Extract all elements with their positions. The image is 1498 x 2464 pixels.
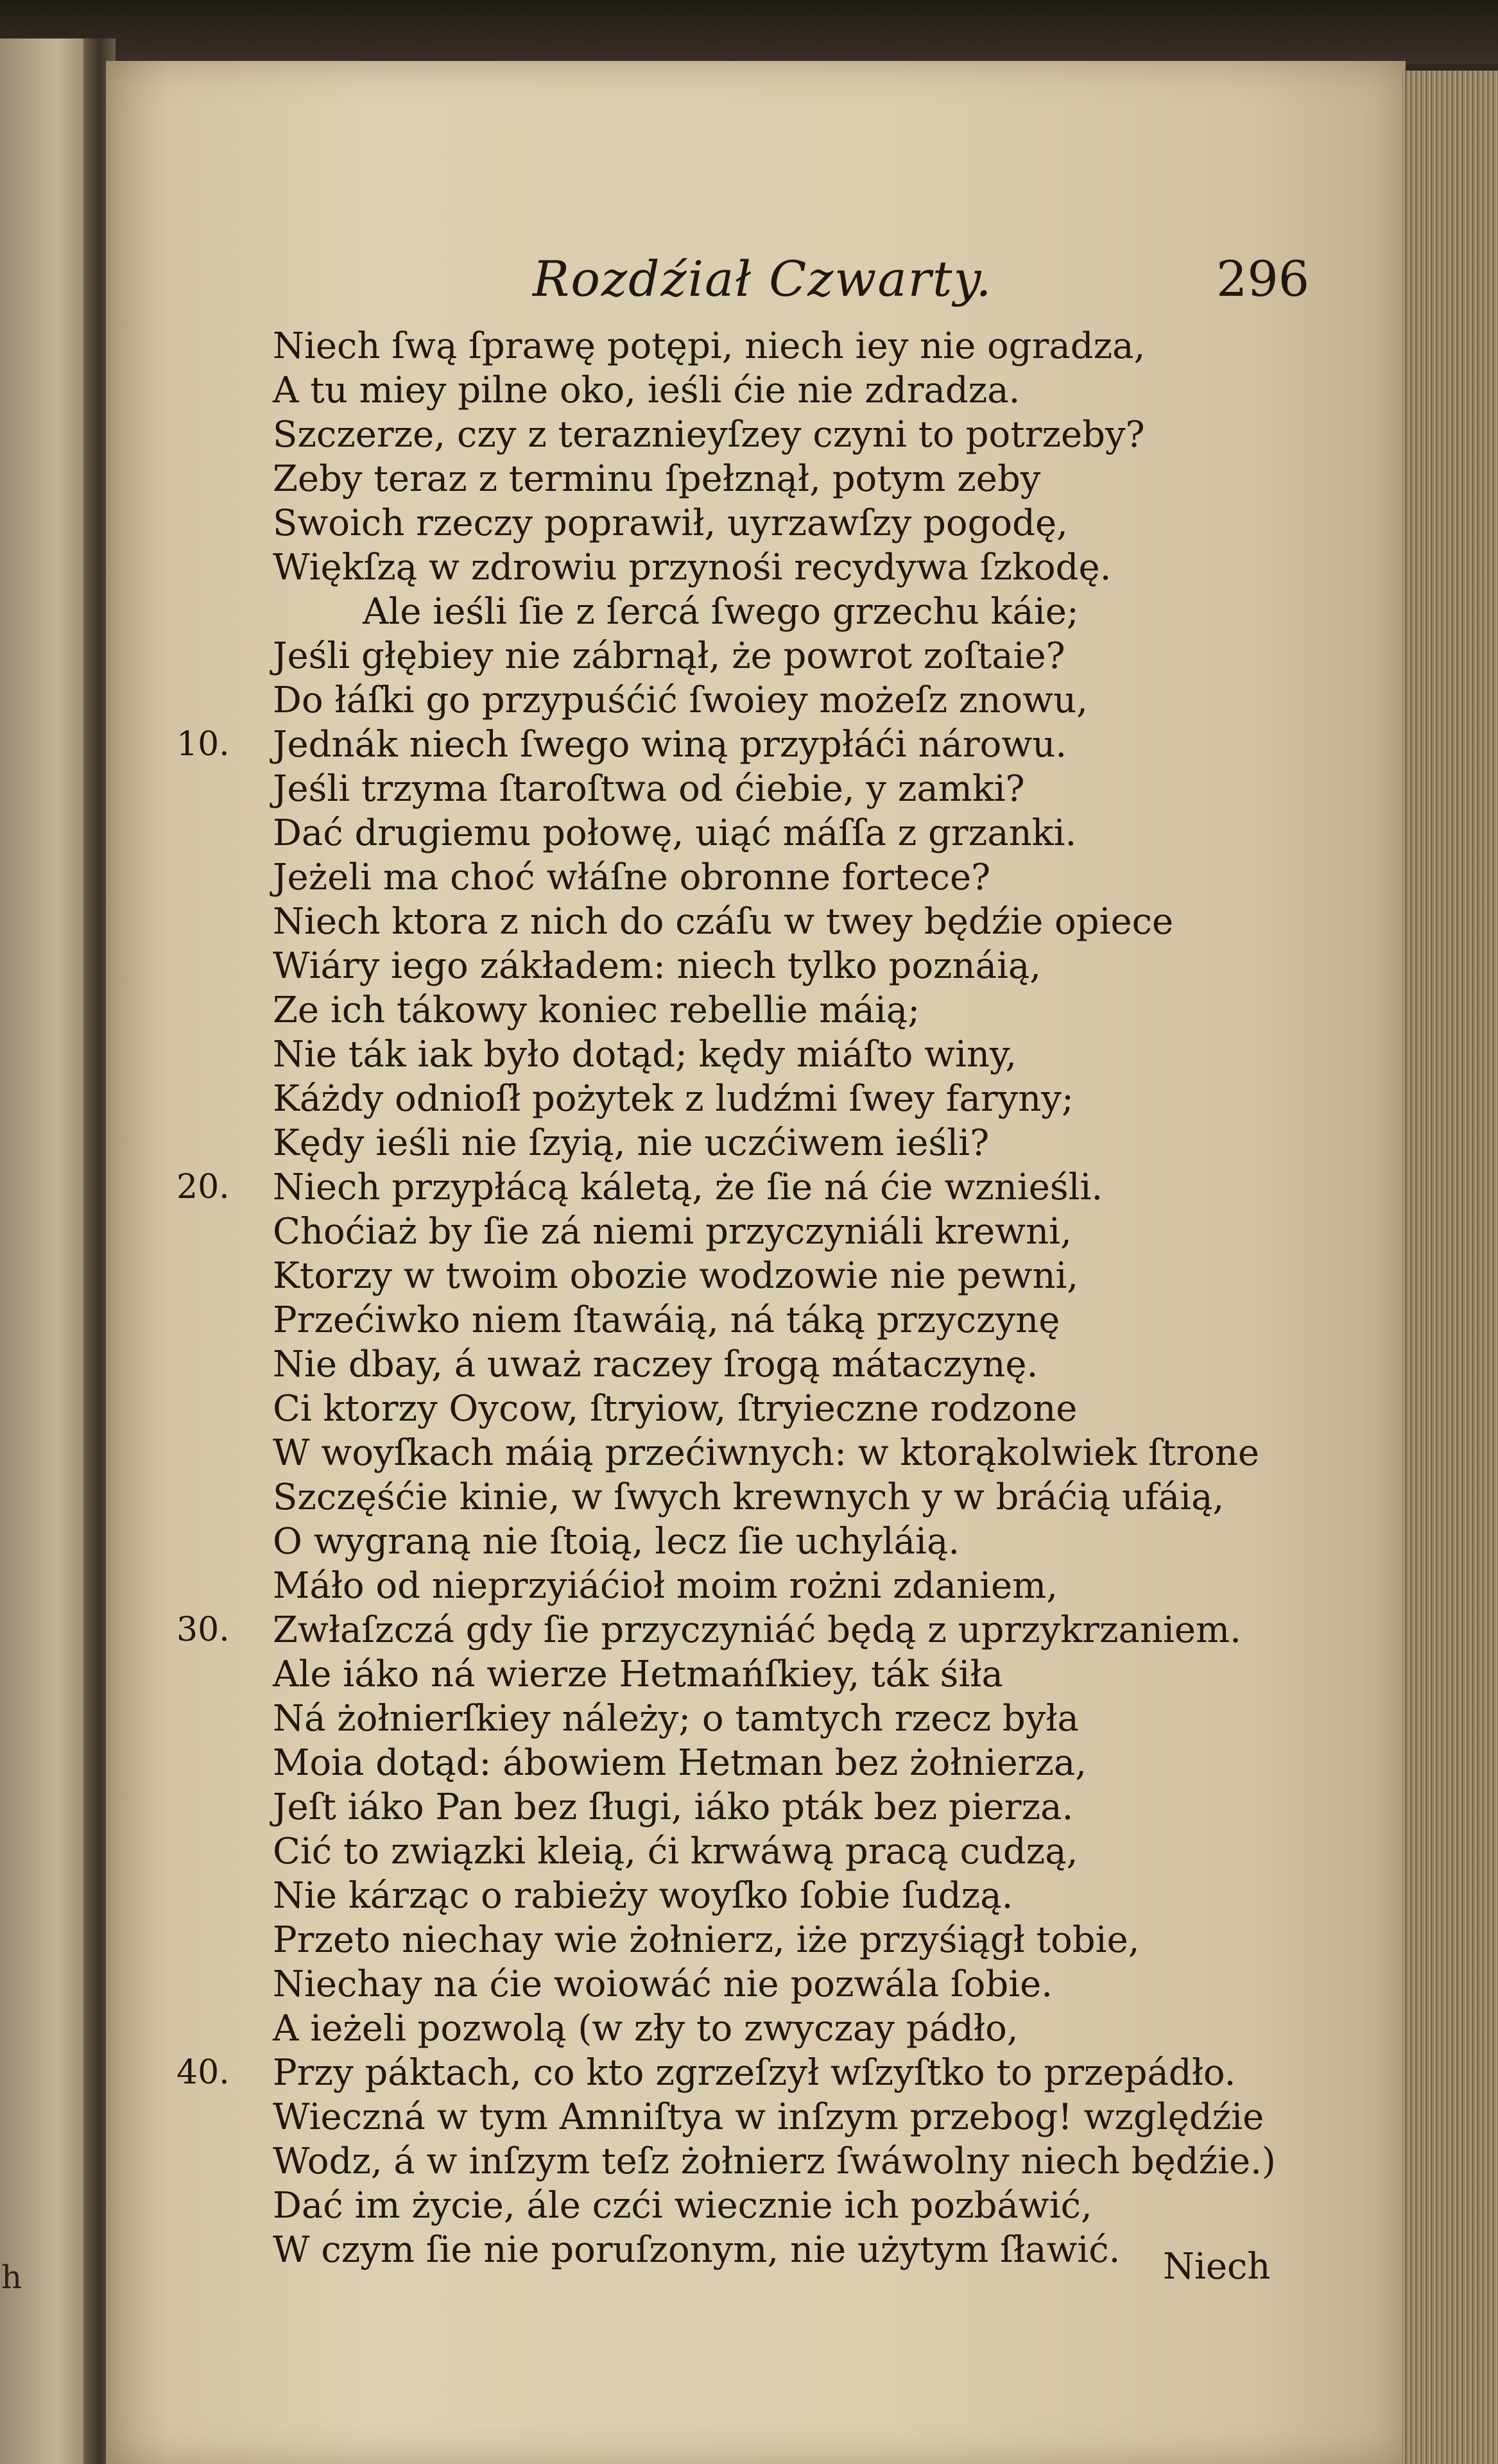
- verse-text: Swoich rzeczy poprawił, uyrzawſzy pogodę,: [273, 502, 1068, 544]
- verse-text: Jeſt iáko Pan bez ſługi, iáko pták bez pierza.: [273, 1786, 1074, 1828]
- verse-line: [273, 368, 1300, 413]
- verse-text: Jeżeli ma choć włáſne obronne fortece?: [273, 857, 991, 898]
- verse-text: Káżdy odnioſł pożytek z ludźmi ſwey faryny;: [273, 1078, 1074, 1120]
- verse-line: [273, 767, 1300, 811]
- verse-line: [273, 2228, 1300, 2272]
- verse-line: [273, 457, 1300, 501]
- verse-text: Jednák niech ſwego winą przypłáći nárowu.: [273, 724, 1067, 766]
- line-number: 10.: [176, 725, 230, 764]
- verse-line: [273, 1652, 1300, 1697]
- verse-text: Wodz, á w inſzym teſz żołnierz ſwáwolny niech będźie.): [273, 2141, 1276, 2182]
- verse-line: [273, 2095, 1300, 2139]
- line-number: 40.: [176, 2053, 230, 2092]
- verse-line: [273, 413, 1300, 457]
- verse-line: [273, 1829, 1300, 1874]
- line-number: 30.: [176, 1611, 230, 1649]
- verse-line: [273, 634, 1300, 678]
- verse-text: Moia dotąd: ábowiem Hetman bez żołnierza,: [273, 1742, 1087, 1784]
- verse-text: Szczerze, czy z teraznieyſzey czyni to potrzeby?: [273, 414, 1145, 456]
- poem-text: [176, 324, 1300, 2272]
- verse-text: Jeśli trzyma ſtaroſtwa od ćiebie, y zamki?: [273, 768, 1025, 810]
- verse-text: Dać drugiemu połowę, uiąć máſſa z grzanki.: [273, 812, 1077, 854]
- verse-line: [273, 1077, 1300, 1121]
- verse-text: Niechay na ćie woiowáć nie pozwála ſobie.: [273, 1964, 1053, 2005]
- verse-text: Ale ieśli ſie z ſercá ſwego grzechu káie;: [363, 591, 1079, 633]
- verse-line: [273, 1210, 1300, 1254]
- verse-line: [273, 1785, 1300, 1829]
- verse-line: [273, 900, 1300, 944]
- verse-line: [273, 324, 1300, 368]
- verse-line: [176, 1608, 1300, 1652]
- verse-line: [273, 1431, 1300, 1475]
- running-head: Rozdźiał Czwarty.: [533, 250, 993, 307]
- verse-text: Kędy ieśli nie ſzyią, nie uczćiwem ieśli?: [273, 1122, 990, 1164]
- verse-line: [273, 944, 1300, 988]
- verse-line: [273, 1962, 1300, 2006]
- verse-text: Nie kárząc o rabieży woyſko ſobie ſudzą.: [273, 1875, 1013, 1917]
- page-number: 296: [1216, 250, 1310, 307]
- verse-line: [273, 1741, 1300, 1785]
- left-page-edge: [0, 38, 96, 2464]
- verse-text: Choćiaż by ſie zá niemi przyczyniáli krewni,: [273, 1211, 1072, 1253]
- verse-text: Zwłaſzczá gdy ſie przyczyniáć będą z uprzykrzaniem.: [273, 1609, 1241, 1651]
- verse-line: [273, 678, 1300, 723]
- verse-text: Przeto niechay wie żołnierz, iże przyśiągł tobie,: [273, 1919, 1140, 1961]
- page-fore-edge: [1402, 71, 1498, 2464]
- verse-line: [273, 1032, 1300, 1077]
- verse-line: [273, 811, 1300, 855]
- verse-line: [273, 2184, 1300, 2228]
- verse-text: Niech przypłácą káletą, że ſie ná ćie wznieśli.: [273, 1167, 1103, 1208]
- verse-text: Wieczná w tym Amniſtya w inſzym przebog! względźie: [273, 2096, 1264, 2138]
- verse-line: [273, 988, 1300, 1032]
- verse-line: [273, 1918, 1300, 1962]
- verse-line: [273, 2139, 1300, 2184]
- verse-text: Cić to związki kleią, ći krwáwą pracą cudzą,: [273, 1831, 1078, 1872]
- verse-text: Ze ich tákowy koniec rebellie máią;: [273, 989, 920, 1031]
- verse-line: [273, 1342, 1300, 1387]
- verse-text: O wygraną nie ſtoią, lecz ſie uchyláią.: [273, 1521, 960, 1562]
- verse-line: [273, 1564, 1300, 1608]
- verse-line: [273, 855, 1300, 900]
- verse-text: W czym ſie nie poruſzonym, nie użytym ſławić.: [273, 2229, 1121, 2271]
- verse-text: Więkſzą w zdrowiu przynośi recydywa ſzkodę.: [273, 547, 1112, 588]
- verse-text: Ale iáko ná wierze Hetmańſkiey, ták śiła: [273, 1654, 1003, 1695]
- verse-text: Máło od nieprzyiáćioł moim rożni zdaniem,: [273, 1565, 1058, 1607]
- verse-line: [273, 2006, 1300, 2051]
- verse-text: Zeby teraz z terminu ſpełznął, potym zeby: [273, 458, 1041, 500]
- verse-text: A tu miey pilne oko, ieśli ćie nie zdradza.: [273, 370, 1020, 411]
- verse-line: [273, 1254, 1300, 1298]
- left-page-fragment: h: [1, 2259, 22, 2296]
- verse-text: Nie dbay, á uważ raczey ſrogą mátaczynę.: [273, 1344, 1038, 1385]
- verse-text: Ktorzy w twoim obozie wodzowie nie pewni,: [273, 1255, 1079, 1297]
- verse-line: [273, 1298, 1300, 1342]
- verse-text: Jeśli głębiey nie zábrnął, że powrot zoſtaie?: [273, 635, 1065, 677]
- verse-line: [273, 501, 1300, 545]
- catchword: Niech: [1163, 2246, 1271, 2288]
- verse-text: A ieżeli pozwolą (w zły to zwyczay pádło,: [273, 2008, 1019, 2049]
- verse-line: [273, 545, 1300, 590]
- verse-line: [273, 590, 1300, 634]
- verse-line: [273, 1121, 1300, 1165]
- verse-line: [273, 1874, 1300, 1918]
- verse-text: Ci ktorzy Oycow, ſtryiow, ſtryieczne rodzone: [273, 1388, 1078, 1430]
- verse-text: Przećiwko niem ſtawáią, ná táką przyczynę: [273, 1299, 1060, 1341]
- verse-line: [273, 1519, 1300, 1564]
- verse-text: Ná żołnierſkiey náleży; o tamtych rzecz była: [273, 1698, 1079, 1740]
- book-top-edge: [0, 0, 1498, 64]
- verse-text: Przy páktach, co kto zgrzeſzył wſzyſtko to przepádło.: [273, 2052, 1236, 2094]
- verse-line: [176, 723, 1300, 767]
- verse-text: W woyſkach máią przećiwnych: w ktorąkolwiek ſtrone: [273, 1432, 1260, 1474]
- verse-text: Dać im życie, ále czći wiecznie ich pozbáwić,: [273, 2185, 1092, 2227]
- verse-line: [176, 2051, 1300, 2095]
- page-header: [0, 250, 1498, 327]
- verse-line: [273, 1697, 1300, 1741]
- verse-text: Wiáry iego zákładem: niech tylko poznáią,: [273, 945, 1042, 987]
- verse-line: [273, 1475, 1300, 1519]
- verse-text: Do łáſki go przypuśćić ſwoiey możeſz znowu,: [273, 680, 1088, 721]
- verse-text: Nie ták iak było dotąd; kędy miáſto winy,: [273, 1034, 1017, 1075]
- verse-text: Niech ſwą ſprawę potępi, niech iey nie ogradza,: [273, 325, 1146, 367]
- verse-line: [273, 1387, 1300, 1431]
- verse-line: [176, 1165, 1300, 1210]
- verse-text: Niech ktora z nich do czáſu w twey będźie opiece: [273, 901, 1174, 943]
- verse-text: Szczęśćie kinie, w ſwych krewnych y w bráćią ufáią,: [273, 1476, 1225, 1518]
- line-number: 20.: [176, 1168, 230, 1206]
